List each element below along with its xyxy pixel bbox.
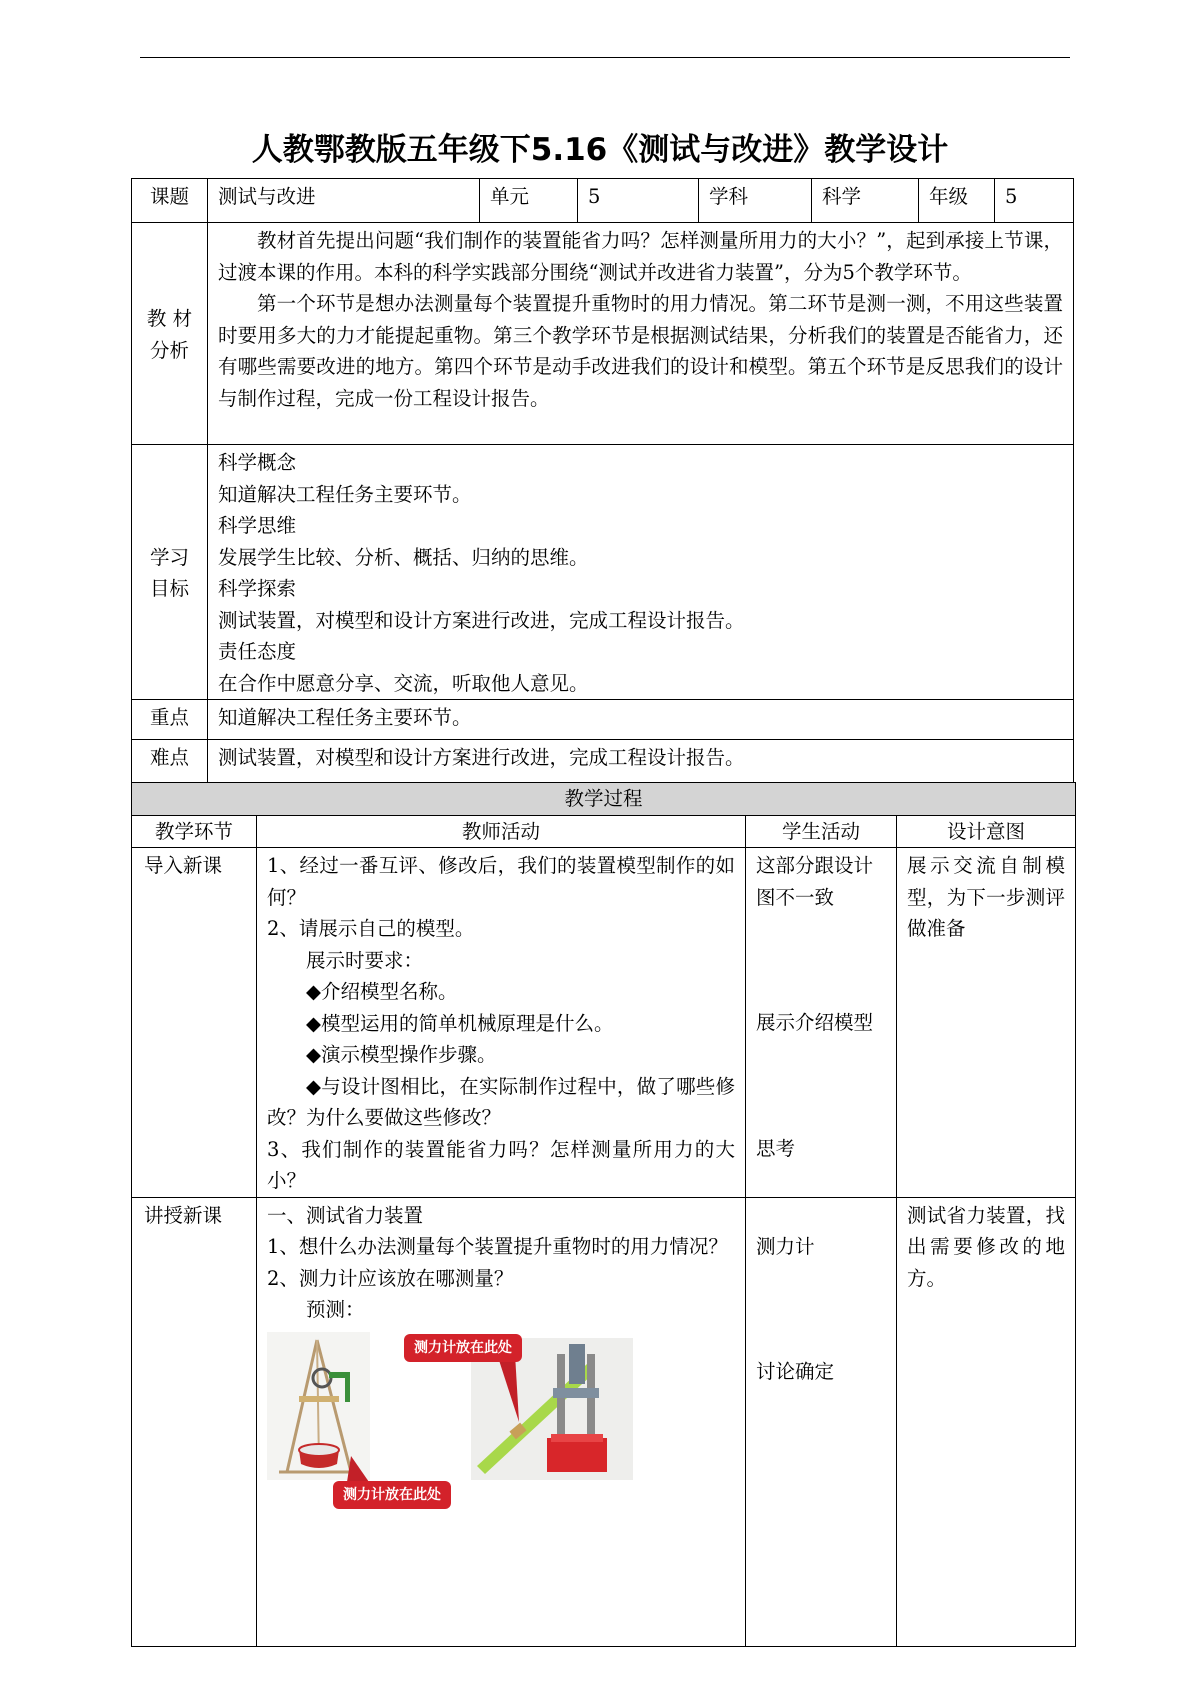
- grade-value: 5: [995, 179, 1074, 223]
- process-table: [131, 782, 1076, 1647]
- header-rule: [140, 57, 1070, 58]
- objective-line: 科学概念: [218, 451, 297, 474]
- subject-value: 科学: [812, 179, 919, 223]
- column-header-teacher: 教师活动: [257, 815, 746, 848]
- student-line: 测力计: [756, 1234, 815, 1258]
- process-header-row: [132, 783, 1076, 816]
- objective-line: 责任态度: [218, 640, 297, 663]
- info-table: [131, 178, 1074, 783]
- key-point-label: 重点: [132, 700, 208, 740]
- lecture-student-activity: [746, 1197, 897, 1646]
- teacher-line: 预测：: [306, 1298, 365, 1321]
- teacher-line: 2、请展示自己的模型。: [267, 917, 475, 940]
- unit-label: 单元: [480, 179, 578, 223]
- teacher-line: 展示时要求：: [306, 948, 424, 972]
- info-row: [132, 179, 1074, 223]
- intro-intent: 展示交流自制模型，为下一步测评做准备: [897, 848, 1076, 1198]
- difficult-point-text: 测试装置，对模型和设计方案进行改进，完成工程设计报告。: [208, 740, 1074, 783]
- column-header-intent: 设计意图: [897, 815, 1076, 848]
- key-point-text: 知道解决工程任务主要环节。: [208, 700, 1074, 740]
- analysis-paragraph: 第一个环节是想办法测量每个装置提升重物时的用力情况。第二环节是测一测，不用这些装置时要用多大的力才能提起重物。第三个教学环节是根据测试结果，分析我们的装置是否能省力，还有哪些需要改进的地方。第四个环节是动手改进我们的设计和模型。第五个环节是反思我们的设计与制作过程，完成一份工程设计报告。: [218, 292, 1063, 410]
- objectives-content: [208, 445, 1074, 700]
- difficult-point-row: [132, 740, 1074, 783]
- grade-label: 年级: [919, 179, 995, 223]
- process-columns-row: [132, 815, 1076, 848]
- prediction-figures: [267, 1332, 735, 1537]
- spacer: [756, 1039, 886, 1133]
- student-line: 展示介绍模型: [756, 1011, 874, 1034]
- analysis-content: [208, 223, 1074, 445]
- lecture-intent: 测试省力装置，找出需要修改的地方。: [897, 1197, 1076, 1646]
- page-title: 人教鄂教版五年级下5.16《测试与改进》教学设计: [251, 132, 949, 168]
- teacher-line: 2、测力计应该放在哪测量？: [267, 1266, 514, 1290]
- spacer: [756, 1200, 886, 1231]
- spacer: [756, 1262, 886, 1356]
- spacer: [756, 913, 886, 1007]
- dynamometer-callout-2: 测力计放在此处: [404, 1334, 522, 1362]
- analysis-paragraph: 教材首先提出问题“我们制作的装置能省力吗？怎样测量所用力的大小？”，起到承接上节课，过渡本课的作用。本科的科学实践部分围绕“测试并改进省力装置”，分为5个教学环节。: [218, 229, 1063, 284]
- student-line: 讨论确定: [756, 1360, 835, 1383]
- dynamometer-callout-1: 测力计放在此处: [333, 1481, 451, 1509]
- lecture-stage: 讲授新课: [132, 1197, 257, 1646]
- analysis-label: 教 材 分析: [132, 223, 208, 445]
- lecture-row: [132, 1197, 1076, 1646]
- teacher-line: 1、经过一番互评、修改后，我们的装置模型制作的如何？: [267, 854, 735, 909]
- objectives-label: 学习 目标: [132, 445, 208, 700]
- column-header-student: 学生活动: [746, 815, 897, 848]
- objective-line: 发展学生比较、分析、概括、归纳的思维。: [218, 545, 589, 569]
- objective-line: 在合作中愿意分享、交流，听取他人意见。: [218, 671, 589, 695]
- intro-row: [132, 848, 1076, 1198]
- teacher-bullet: ◆模型运用的简单机械原理是什么。: [306, 1011, 614, 1035]
- subject-label: 学科: [699, 179, 812, 223]
- intro-teacher-activity: [257, 848, 746, 1198]
- analysis-row: [132, 223, 1074, 445]
- teacher-line: 一、测试省力装置: [267, 1203, 424, 1227]
- teacher-bullet: ◆介绍模型名称。: [306, 980, 458, 1003]
- topic-value: 测试与改进: [208, 179, 480, 223]
- unit-value: 5: [578, 179, 699, 223]
- teacher-line: 3、我们制作的装置能省力吗？怎样测量所用力的大小？: [267, 1137, 735, 1192]
- objective-line: 科学思维: [218, 514, 297, 537]
- objective-line: 测试装置，对模型和设计方案进行改进，完成工程设计报告。: [218, 608, 745, 632]
- intro-student-activity: [746, 848, 897, 1198]
- intro-stage: 导入新课: [132, 848, 257, 1198]
- key-point-row: [132, 700, 1074, 740]
- lecture-teacher-activity: [257, 1197, 746, 1646]
- teacher-line: 1、想什么办法测量每个装置提升重物时的用力情况？: [267, 1235, 728, 1258]
- process-header: 教学过程: [132, 783, 1076, 816]
- column-header-stage: 教学环节: [132, 815, 257, 848]
- teacher-bullet: ◆与设计图相比，在实际制作过程中，做了哪些修改？为什么要做这些修改？: [267, 1074, 735, 1129]
- callout-pointers: [267, 1332, 667, 1537]
- teacher-bullet: ◆演示模型操作步骤。: [306, 1043, 497, 1066]
- objective-line: 知道解决工程任务主要环节。: [218, 482, 472, 506]
- objectives-row: [132, 445, 1074, 700]
- topic-label: 课题: [132, 179, 208, 223]
- student-line: 这部分跟设计图不一致: [756, 854, 874, 909]
- objective-line: 科学探索: [218, 577, 297, 600]
- student-line: 思考: [756, 1136, 796, 1160]
- difficult-point-label: 难点: [132, 740, 208, 783]
